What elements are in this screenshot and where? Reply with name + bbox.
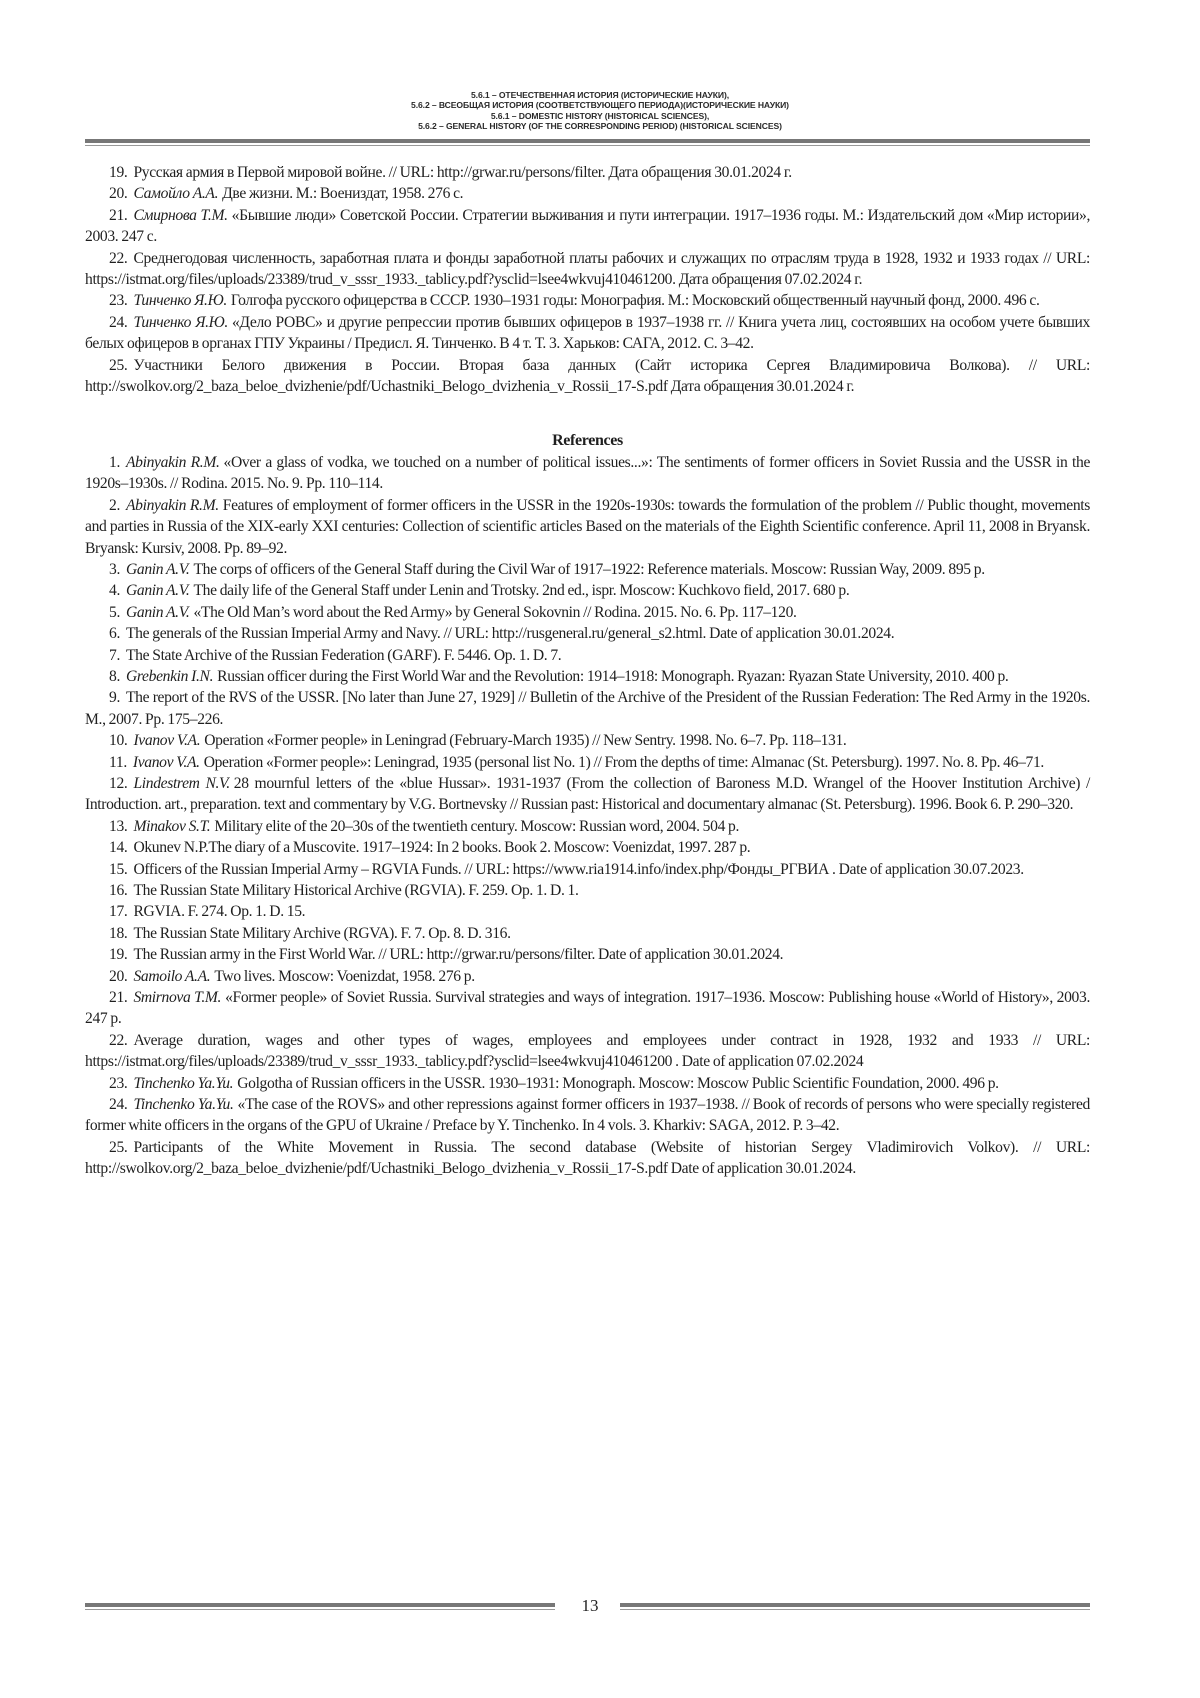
reference-number: 15.: [109, 860, 128, 878]
page-number: 13: [581, 1596, 599, 1615]
reference-author: Lindestrem N.V.: [133, 774, 230, 792]
header-line: 5.6.2 – GENERAL HISTORY (OF THE CORRESPONDING PERIOD) (HISTORICAL SCIENCES): [418, 120, 782, 131]
reference-item: [85, 1030, 1090, 1073]
header-rule-thin: [85, 145, 1090, 146]
reference-item: [85, 290, 1090, 311]
reference-text: «Over a glass of vodka, we touched on a number of political issues...»: The sentiments of former officers in Soviet Russia and the USSR in the 1920s–1930s. // Rodina. 2015. No. 9. Pp. 110–114.: [85, 453, 1091, 493]
reference-text: RGVIA. F. 274. Op. 1. D. 15.: [133, 903, 306, 921]
reference-item: [85, 816, 1090, 837]
reference-text: The Russian army in the First World War. // URL: http://grwar.ru/persons/filter. Date of application 30.01.2024.: [133, 946, 784, 964]
reference-text: The State Archive of the Russian Federation (GARF). F. 5446. Op. 1. D. 7.: [126, 646, 562, 664]
reference-text: Golgotha of Russian officers in the USSR. 1930–1931: Monograph. Moscow: Moscow Public Scientific Foundation, 2000. 496 p.: [237, 1074, 999, 1092]
reference-author: Ganin A.V.: [126, 582, 190, 600]
reference-number: 20.: [109, 967, 128, 985]
reference-item: [85, 312, 1090, 355]
reference-author: Ganin A.V.: [126, 560, 190, 578]
reference-item: [85, 602, 1090, 623]
reference-item: [85, 859, 1090, 880]
reference-text: The report of the RVS of the USSR. [No later than June 27, 1929] // Bulletin of the Archive of the President of the Russian Federation: The Red Army in the 1920s. M., 2007. Pp. 175–226.: [85, 689, 1090, 728]
reference-author: Grebenkin I.N.: [126, 667, 214, 685]
reference-number: 2.: [109, 496, 120, 514]
reference-author: Abinyakin R.M.: [126, 496, 219, 514]
header-rule: [85, 139, 1090, 143]
reference-item: [85, 623, 1090, 644]
reference-text: Features of employment of former officers in the USSR in the 1920s-1930s: towards the formulation of the problem // Public thought, movements and parties in Russia of the XIX-early XXI centuries: Collection of scientific articles Based on the materials of the Eighth Scientific conference. April 11, 2008 in Bryansk. Bryansk: Kursiv, 2008. Pp. 89–92.: [85, 496, 1091, 557]
reference-text: «Бывшие люди» Советской России. Стратегии выживания и пути интеграции. 1917–1936 годы. М.: Издательский дом «Мир истории», 2003. 247 с.: [85, 206, 1090, 246]
header-line: 5.6.1 – ОТЕЧЕСТВЕННАЯ ИСТОРИЯ (ИСТОРИЧЕСКИЕ НАУКИ),: [470, 90, 729, 100]
reference-number: 14.: [109, 839, 128, 857]
reference-item: [85, 773, 1090, 816]
reference-text: Average duration, wages and other types of wages, employees and employees under contract in 1928, 1932 and 1933 // URL: https://istmat.org/files/uploads/23389/trud_v_sssr_1933._tablicy.pdf?ysclid=lsee4wkvuj410461200 . Date of application 07.02.2024: [85, 1031, 1090, 1071]
reference-number: 25.: [109, 356, 128, 374]
reference-text: Две жизни. М.: Воениздат, 1958. 276 с.: [222, 185, 464, 203]
reference-number: 23.: [109, 1074, 128, 1092]
reference-item: [85, 183, 1090, 204]
footer-rule-left: [85, 1603, 555, 1607]
reference-text: The Russian State Military Archive (RGVA). F. 7. Op. 8. D. 316.: [133, 924, 511, 942]
reference-text: Okunev N.P.The diary of a Muscovite. 1917–1924: In 2 books. Book 2. Moscow: Voenizdat, 1997. 287 p.: [133, 839, 751, 857]
reference-number: 25.: [109, 1138, 128, 1156]
reference-text: Officers of the Russian Imperial Army – RGVIA Funds. // URL: https://www.ria1914.info/index.php/Фонды_РГВИА . Date of application 30.07.2023.: [133, 860, 1024, 878]
header-line: 5.6.2 – ВСЕОБЩАЯ ИСТОРИЯ (СООТВЕТСТВУЮЩЕГО ПЕРИОДА)(ИСТОРИЧЕСКИЕ НАУКИ): [411, 100, 789, 111]
reference-text: «Дело РОВС» и другие репрессии против бывших офицеров в 1937–1938 гг. // Книга учета лиц, состоявших на особом учете бывших белых офицеров в органах ГПУ Украины / Предисл. Я. Тинченко. В 4 т. Т. 3. Харьков: САГА, 2012. С. 3–42.: [85, 313, 1090, 353]
reference-item: [85, 495, 1090, 559]
reference-number: 9.: [109, 689, 120, 707]
reference-author: Самойло А.А.: [133, 185, 219, 203]
reference-item: [85, 944, 1090, 965]
reference-number: 7.: [109, 646, 120, 664]
reference-number: 24.: [109, 313, 128, 331]
reference-item: [85, 559, 1090, 580]
reference-number: 19.: [109, 946, 128, 964]
reference-number: 23.: [109, 292, 128, 310]
reference-author: Ivanov V.A.: [133, 732, 201, 750]
reference-item: [85, 752, 1090, 773]
reference-number: 8.: [109, 667, 120, 685]
header-line: 5.6.1 – DOMESTIC HISTORY (HISTORICAL SCIENCES),: [490, 110, 710, 121]
reference-author: Samoilo A.A.: [133, 967, 211, 985]
page-content: [85, 162, 1090, 1180]
russian-reference-list: [85, 162, 1090, 397]
reference-author: Ganin A.V.: [126, 603, 190, 621]
reference-text: Military elite of the 20–30s of the twentieth century. Moscow: Russian word, 2004. 504 p.: [214, 817, 740, 835]
reference-item: [85, 901, 1090, 922]
reference-item: [85, 162, 1090, 183]
reference-text: Русская армия в Первой мировой войне. // URL: http://grwar.ru/persons/filter. Дата обращения 30.01.2024 г.: [133, 164, 792, 181]
reference-number: 11.: [109, 753, 127, 771]
reference-item: [85, 880, 1090, 901]
reference-item: [85, 1137, 1090, 1180]
reference-item: [85, 837, 1090, 858]
reference-text: Participants of the White Movement in Russia. The second database (Website of historian Sergey Vladimirovich Volkov). // URL: http://swolkov.org/2_baza_beloe_dvizhenie/pdf/Uchastniki_Belogo_dvizhenia_v_Rossii_17-S.pdf Date of application 30.01.2024.: [85, 1138, 1090, 1178]
reference-author: Ivanov V.A.: [132, 753, 200, 771]
references-list: [85, 452, 1090, 1180]
footer-rule-right-thin: [620, 1609, 1090, 1610]
reference-item: [85, 987, 1090, 1030]
reference-text: Russian officer during the First World War and the Revolution: 1914–1918: Monograph. Ryazan: Ryazan State University, 2010. 400 p.: [217, 667, 1009, 685]
reference-item: [85, 666, 1090, 687]
footer-rule-left-thin: [85, 1609, 555, 1610]
reference-number: 24.: [109, 1096, 128, 1114]
reference-text: The daily life of the General Staff under Lenin and Trotsky. 2nd ed., ispr. Moscow: Kuchkovo field, 2017. 680 p.: [193, 582, 850, 600]
reference-item: [85, 580, 1090, 601]
reference-text: Голгофа русского офицерства в СССР. 1930–1931 годы: Монография. М.: Московский общественный научный фонд, 2000. 496 с.: [230, 292, 1040, 310]
reference-text: The generals of the Russian Imperial Army and Navy. // URL: http://rusgeneral.ru/general_s2.html. Date of application 30.01.2024.: [126, 625, 895, 643]
reference-item: [85, 687, 1090, 730]
reference-item: [85, 730, 1090, 751]
reference-number: 1.: [109, 453, 120, 471]
reference-number: 16.: [109, 882, 128, 899]
reference-item: [85, 205, 1090, 248]
reference-text: Среднегодовая численность, заработная плата и фонды заработной платы рабочих и служащих по отраслям труда в 1928, 1932 и 1933 годах // URL: https://istmat.org/files/uploads/23389/trud_v_sssr_1933._tablicy.pdf?ysclid=lsee4wkvuj410461200. Дата обращения 07.02.2024 г.: [85, 249, 1090, 289]
reference-number: 22.: [109, 1031, 128, 1049]
reference-text: «The Old Man’s word about the Red Army» by General Sokovnin // Rodina. 2015. No. 6. Pp. 117–120.: [193, 603, 797, 621]
reference-number: 5.: [109, 603, 120, 621]
reference-text: The corps of officers of the General Staff during the Civil War of 1917–1922: Reference materials. Moscow: Russian Way, 2009. 895 p.: [193, 560, 985, 578]
reference-number: 13.: [109, 817, 128, 835]
reference-number: 12.: [109, 774, 128, 792]
reference-item: [85, 923, 1090, 944]
reference-item: [85, 355, 1090, 398]
reference-item: [85, 452, 1090, 495]
reference-author: Abinyakin R.M.: [126, 453, 220, 471]
reference-text: «The case of the ROVS» and other repressions against former officers in 1937–1938. // Book of records of persons who were specially registered former white officers in the organs of the GPU of Ukraine / Preface by Y. Tinchenko. In 4 vols. 3. Kharkiv: SAGA, 2012. P. 3–42.: [85, 1096, 1090, 1135]
reference-author: Тинченко Я.Ю.: [133, 313, 228, 331]
reference-number: 17.: [109, 903, 128, 921]
reference-item: [85, 645, 1090, 666]
reference-number: 18.: [109, 924, 128, 942]
reference-author: Tinchenko Ya.Yu.: [133, 1074, 234, 1092]
reference-author: Тинченко Я.Ю.: [133, 292, 227, 310]
reference-author: Tinchenko Ya.Yu.: [133, 1096, 234, 1114]
running-header: [0, 90, 1200, 131]
references-title: References: [552, 432, 623, 450]
reference-text: 28 mournful letters of the «blue Hussar». 1931-1937 (From the collection of Baroness M.D. Wrangel of the Hoover Institution Archive) / Introduction. art., preparation. text and commentary by V.G. Bortnevsky // Russian past: Historical and documentary almanac (St. Petersburg). 1996. Book 6. P. 290–320.: [85, 774, 1090, 814]
reference-number: 21.: [109, 989, 128, 1007]
reference-item: [85, 1094, 1090, 1137]
reference-item: [85, 1073, 1090, 1094]
reference-item: [85, 248, 1090, 291]
reference-author: Смирнова Т.М.: [133, 206, 228, 224]
reference-text: Two lives. Moscow: Voenizdat, 1958. 276 p.: [214, 967, 475, 985]
reference-number: 19.: [109, 164, 128, 181]
reference-number: 10.: [109, 732, 128, 750]
reference-author: Smirnova T.M.: [133, 989, 222, 1007]
reference-number: 4.: [109, 582, 120, 600]
reference-text: Operation «Former people»: Leningrad, 1935 (personal list No. 1) // From the depths of time: Almanac (St. Petersburg). 1997. No. 8. Pp. 46–71.: [203, 753, 1044, 771]
reference-text: Участники Белого движения в России. Вторая база данных (Сайт историка Сергея Владимировича Волкова). // URL: http://swolkov.org/2_baza_beloe_dvizhenie/pdf/Uchastniki_Belogo_dvizhenia_v_Rossii_17-S.pdf Дата обращения 30.01.2024 г.: [85, 356, 1090, 396]
footer-rule-right: [620, 1603, 1090, 1607]
reference-number: 21.: [109, 206, 128, 224]
reference-number: 22.: [109, 249, 128, 267]
reference-number: 6.: [109, 625, 120, 643]
reference-number: 20.: [109, 185, 128, 203]
reference-text: «Former people» of Soviet Russia. Survival strategies and ways of integration. 1917–1936. Moscow: Publishing house «World of History», 2003. 247 p.: [85, 989, 1090, 1028]
reference-text: The Russian State Military Historical Archive (RGVIA). F. 259. Op. 1. D. 1.: [133, 882, 579, 899]
reference-number: 3.: [109, 560, 120, 578]
reference-author: Minakov S.T.: [133, 817, 211, 835]
reference-text: Operation «Former people» in Leningrad (February-March 1935) // New Sentry. 1998. No. 6–7. Pp. 118–131.: [204, 732, 847, 750]
reference-item: [85, 966, 1090, 987]
